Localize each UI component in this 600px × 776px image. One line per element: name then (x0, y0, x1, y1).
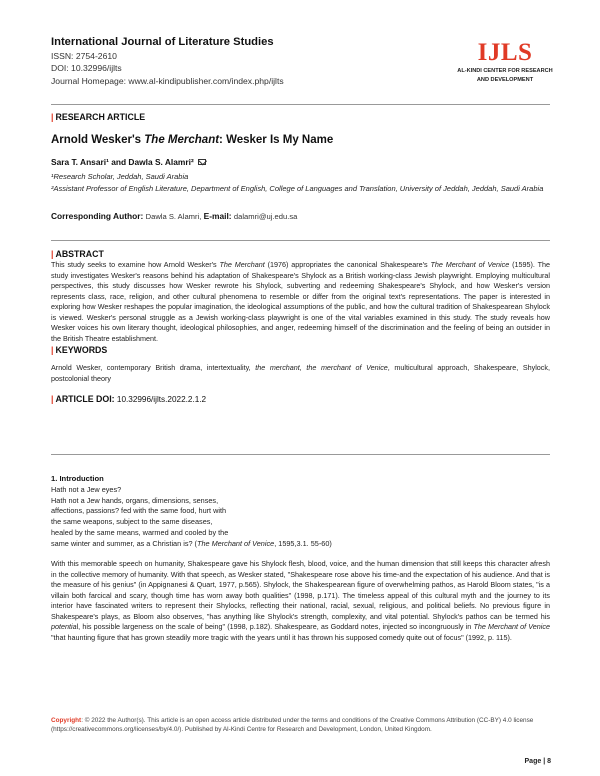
author-names: Sara T. Ansari¹ and Dawla S. Alamri² (51, 157, 194, 167)
envelope-icon[interactable] (198, 159, 206, 165)
article-type (51, 112, 145, 122)
poem-line: healed by the same means, warmed and cooled by the (51, 527, 229, 537)
affiliation-2: ²Assistant Professor of English Literature, Department of English, College of Languages and Translation, University of Jeddah, Jeddah, Saudi Arabia (51, 184, 544, 193)
corresponding-author (51, 211, 297, 221)
intro-p1-i2: The Merchant of Venice (473, 622, 550, 632)
poem-line: the same weapons, subject to the same diseases, (51, 517, 213, 526)
keywords-i1: the merchant, the merchant of Venice (255, 363, 388, 372)
publisher-logo (446, 40, 564, 84)
corresponding-name: Dawla S. Alamri, (145, 212, 202, 221)
article-title (51, 134, 333, 146)
abstract-t2: (1976) appropriates the canonical Shakespeare's (264, 260, 431, 269)
article-type-bar: | (51, 112, 54, 122)
intro-p1-i1: potentia (51, 622, 77, 632)
intro-p1: With this memorable speech on humanity, Shakespeare gave his Shylock flesh, blood, voice, and the human dimension that still keeps this character afresh in the collective memory of humanity. With that speech, as Wesker stated, "Shakespeare rose above his time-and the expectation of his audience. And that is the measure of his genius" (in Appignanesi & Quart, 1977, p.565). Shylock, the Shakespearean figure of overwhelming pathos, as Harold Bloom states, "is a villain both farcical and scary, though time has worn away both qualities" (1998, p.171). The timeless appeal of this cultural myth and the journey to its interior have fascinated writers to represent their Shylocks, reflecting their national, racial, sexual, religious, and political beliefs. No previous figure in Shakespeare's plays, as Bloom also observes, "has anything like Shylock's strength, complexity, and vital potential. Shylock's pathos can be termed his (51, 559, 550, 621)
introduction-paragraph (51, 559, 550, 643)
copyright-text: : © 2022 the Author(s). This article is an open access article distributed under the terms and conditions of the Creative Commons Attribution (CC-BY) 4.0 license (https://creativecommons.org/licenses/by/4.0/). Published by Al-Kindi Centre for Research and Development, London, United Kingdom. (51, 717, 534, 733)
journal-homepage: Journal Homepage: www.al-kindipublisher.com/index.php/ijlts (51, 75, 284, 86)
journal-doi: DOI: 10.32996/ijlts (51, 63, 122, 73)
introduction-poem (51, 474, 550, 549)
logo-subtitle-line1: AL-KINDI CENTER FOR RESEARCH (457, 68, 553, 74)
abstract-t3: (1595). The study investigates Wesker's reasons behind his adaptation of Shakespeare's Shylock as a British working-class Jewish playwright. Employing multicultural perspectives, this study discusses how Wesker rewrote his Shylock, subverting and redeeming Shakespeare's Shylock, and how Wesker's version represents class, race, religion, and other cultural phenomena to resemble or differ from the original text's representations. The paper is interested in exploring how Wesker reshapes the popular imagination, the ideological assumptions of the public, and how the cultural tradition of Shakespearean Shylock is viewed. Wesker's personal struggle as a Jewish working-class playwright is one of the vital variables examined in this study. The study reveals how Wesker voices his own literary thought, ideological philosophies, and anger, redeeming himself of the discrimination and the feeling of being an outsider in the British Theatre establishment. (51, 260, 550, 343)
copyright-notice (51, 716, 550, 734)
journal-title: International Journal of Literature Studies (51, 36, 274, 48)
abstract-bar: | (51, 249, 54, 259)
article-doi (51, 394, 206, 404)
page-number: Page | 8 (524, 758, 551, 765)
corresponding-label: Corresponding Author: (51, 211, 144, 221)
abstract-heading (51, 249, 104, 259)
intro-p1-b: l, his possible largeness on the scale of being" (1998, p.182). Shakespeare, as Goddard notes, injected so incongruously in (76, 622, 474, 632)
poem-cite-rest: , 1595,3.1. 55-60) (274, 538, 332, 548)
header-divider (51, 104, 550, 105)
keywords-t1: Arnold Wesker, contemporary British drama, intertextuality, (51, 363, 256, 372)
abstract-i2: The Merchant of Venice (430, 260, 510, 269)
logo-mark: IJLS (477, 39, 533, 66)
intro-p1-c: "that haunting figure that has grown steadily more tragic with the years until it has thrown his supposed comedy quite out of focus" (1992, p. 115). (51, 632, 512, 642)
logo-subtitle-line2: AND DEVELOPMENT (476, 77, 534, 83)
poem-line: Hath not a Jew eyes? (51, 484, 122, 494)
poem-line-citation (51, 539, 550, 550)
poem-line: affections, passions? fed with the same food, hurt with (51, 506, 227, 516)
article-type-label: RESEARCH ARTICLE (55, 112, 146, 122)
keywords-t2: , multicultural approach, Shakespeare, Shylock, postcolonial theory (51, 363, 550, 383)
doi-value[interactable]: 10.32996/ijlts.2022.2.1.2 (114, 395, 207, 404)
doi-bar: | (51, 394, 54, 404)
abstract-t1: This study seeks to examine how Arnold Wesker's (51, 260, 220, 269)
keywords-text (51, 363, 550, 384)
poem-line-6: same winter and summer, as a Christian is? ( (51, 538, 197, 548)
abstract-i1: The Merchant (219, 260, 265, 269)
copyright-label: Copyright (51, 717, 82, 724)
poem-cite-title: The Merchant of Venice (197, 538, 275, 548)
keywords-heading (51, 345, 107, 355)
title-suffix: : Wesker Is My Name (219, 134, 334, 146)
journal-header (51, 36, 431, 86)
abstract-divider (51, 240, 550, 241)
title-italic: The Merchant (144, 134, 220, 146)
keywords-heading-label: KEYWORDS (55, 345, 108, 355)
corresponding-email[interactable]: dalamri@uj.edu.sa (233, 212, 298, 221)
email-label: E-mail: (203, 211, 232, 221)
abstract-heading-label: ABSTRACT (55, 249, 104, 259)
introduction-heading: 1. Introduction (51, 474, 104, 483)
journal-issn: ISSN: 2754-2610 (51, 50, 117, 61)
title-prefix: Arnold Wesker's (51, 134, 145, 146)
author-list (51, 157, 206, 167)
poem-line: Hath not a Jew hands, organs, dimensions, senses, (51, 495, 219, 505)
doi-label: ARTICLE DOI: (55, 394, 115, 404)
abstract-text (51, 260, 550, 344)
affiliation-1: ¹Research Scholar, Jeddah, Saudi Arabia (51, 172, 189, 181)
intro-divider (51, 454, 550, 455)
keywords-bar: | (51, 345, 54, 355)
